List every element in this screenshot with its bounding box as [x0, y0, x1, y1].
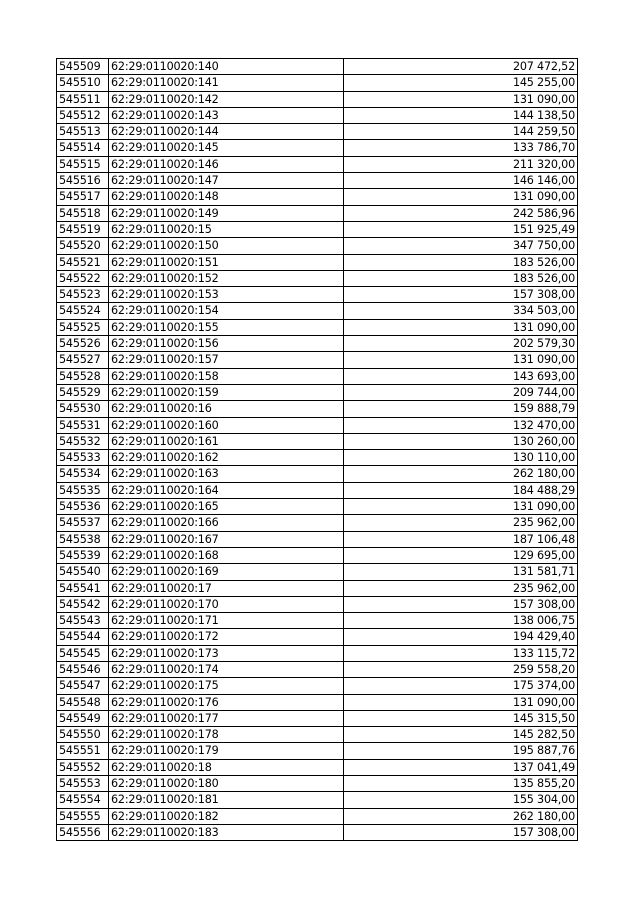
- table-row: [57, 499, 578, 515]
- cadastral-value-cell: 132 470,00: [344, 417, 578, 433]
- cadastral-number-cell: 62:29:0110020:163: [109, 466, 344, 482]
- cadastral-number-cell: 62:29:0110020:174: [109, 661, 344, 677]
- cadastral-number-cell: 62:29:0110020:156: [109, 336, 344, 352]
- cadastral-value-cell: 183 526,00: [344, 254, 578, 270]
- row-number-cell: 545527: [57, 352, 109, 368]
- cadastral-number-cell: 62:29:0110020:141: [109, 75, 344, 91]
- table-row: [57, 140, 578, 156]
- cadastral-value-cell: 131 090,00: [344, 694, 578, 710]
- cadastral-number-cell: 62:29:0110020:168: [109, 547, 344, 563]
- row-number-cell: 545522: [57, 270, 109, 286]
- table-row: [57, 384, 578, 400]
- cadastral-value-cell: 209 744,00: [344, 384, 578, 400]
- row-number-cell: 545548: [57, 694, 109, 710]
- table-row: [57, 482, 578, 498]
- cadastral-number-cell: 62:29:0110020:16: [109, 401, 344, 417]
- row-number-cell: 545554: [57, 792, 109, 808]
- table-row: [57, 613, 578, 629]
- cadastral-number-cell: 62:29:0110020:157: [109, 352, 344, 368]
- table-row: [57, 792, 578, 808]
- row-number-cell: 545540: [57, 564, 109, 580]
- cadastral-value-cell: 207 472,52: [344, 59, 578, 75]
- row-number-cell: 545534: [57, 466, 109, 482]
- cadastral-number-cell: 62:29:0110020:18: [109, 759, 344, 775]
- cadastral-value-cell: 157 308,00: [344, 824, 578, 840]
- cadastral-number-cell: 62:29:0110020:160: [109, 417, 344, 433]
- row-number-cell: 545552: [57, 759, 109, 775]
- table-row: [57, 254, 578, 270]
- row-number-cell: 545555: [57, 808, 109, 824]
- row-number-cell: 545515: [57, 156, 109, 172]
- table-row: [57, 710, 578, 726]
- cadastral-number-cell: 62:29:0110020:151: [109, 254, 344, 270]
- table-row: [57, 531, 578, 547]
- row-number-cell: 545536: [57, 499, 109, 515]
- row-number-cell: 545543: [57, 613, 109, 629]
- cadastral-number-cell: 62:29:0110020:143: [109, 107, 344, 123]
- cadastral-number-cell: 62:29:0110020:181: [109, 792, 344, 808]
- table-row: [57, 124, 578, 140]
- row-number-cell: 545532: [57, 433, 109, 449]
- row-number-cell: 545521: [57, 254, 109, 270]
- table-row: [57, 564, 578, 580]
- cadastral-number-cell: 62:29:0110020:178: [109, 727, 344, 743]
- row-number-cell: 545542: [57, 596, 109, 612]
- row-number-cell: 545538: [57, 531, 109, 547]
- table-row: [57, 368, 578, 384]
- cadastral-number-cell: 62:29:0110020:180: [109, 776, 344, 792]
- cadastral-value-cell: 259 558,20: [344, 661, 578, 677]
- cadastral-value-cell: 194 429,40: [344, 629, 578, 645]
- cadastral-value-cell: 129 695,00: [344, 547, 578, 563]
- cadastral-value-cell: 262 180,00: [344, 466, 578, 482]
- cadastral-value-cell: 144 138,50: [344, 107, 578, 123]
- row-number-cell: 545510: [57, 75, 109, 91]
- cadastral-number-cell: 62:29:0110020:153: [109, 287, 344, 303]
- row-number-cell: 545545: [57, 645, 109, 661]
- table-row: [57, 91, 578, 107]
- cadastral-number-cell: 62:29:0110020:167: [109, 531, 344, 547]
- cadastral-value-cell: 131 090,00: [344, 352, 578, 368]
- cadastral-number-cell: 62:29:0110020:166: [109, 515, 344, 531]
- table-row: [57, 629, 578, 645]
- cadastral-value-cell: 130 260,00: [344, 433, 578, 449]
- row-number-cell: 545509: [57, 59, 109, 75]
- cadastral-number-cell: 62:29:0110020:142: [109, 91, 344, 107]
- table-row: [57, 776, 578, 792]
- cadastral-value-cell: 138 006,75: [344, 613, 578, 629]
- table-row: [57, 580, 578, 596]
- row-number-cell: 545516: [57, 173, 109, 189]
- table-row: [57, 808, 578, 824]
- table-row: [57, 450, 578, 466]
- table-row: [57, 270, 578, 286]
- cadastral-value-cell: 235 962,00: [344, 580, 578, 596]
- row-number-cell: 545526: [57, 336, 109, 352]
- cadastral-number-cell: 62:29:0110020:164: [109, 482, 344, 498]
- cadastral-value-cell: 195 887,76: [344, 743, 578, 759]
- table-row: [57, 727, 578, 743]
- cadastral-value-cell: 334 503,00: [344, 303, 578, 319]
- row-number-cell: 545531: [57, 417, 109, 433]
- cadastral-number-cell: 62:29:0110020:15: [109, 221, 344, 237]
- cadastral-number-cell: 62:29:0110020:162: [109, 450, 344, 466]
- table-row: [57, 694, 578, 710]
- cadastral-value-table: [56, 58, 578, 841]
- row-number-cell: 545535: [57, 482, 109, 498]
- cadastral-number-cell: 62:29:0110020:177: [109, 710, 344, 726]
- row-number-cell: 545533: [57, 450, 109, 466]
- table-row: [57, 352, 578, 368]
- cadastral-number-cell: 62:29:0110020:171: [109, 613, 344, 629]
- row-number-cell: 545524: [57, 303, 109, 319]
- table-row: [57, 173, 578, 189]
- row-number-cell: 545537: [57, 515, 109, 531]
- row-number-cell: 545528: [57, 368, 109, 384]
- table-row: [57, 661, 578, 677]
- table-row: [57, 596, 578, 612]
- cadastral-value-cell: 133 115,72: [344, 645, 578, 661]
- cadastral-number-cell: 62:29:0110020:145: [109, 140, 344, 156]
- cadastral-value-cell: 183 526,00: [344, 270, 578, 286]
- cadastral-value-cell: 137 041,49: [344, 759, 578, 775]
- cadastral-value-cell: 202 579,30: [344, 336, 578, 352]
- cadastral-value-cell: 262 180,00: [344, 808, 578, 824]
- table-row: [57, 319, 578, 335]
- cadastral-number-cell: 62:29:0110020:169: [109, 564, 344, 580]
- row-number-cell: 545518: [57, 205, 109, 221]
- cadastral-number-cell: 62:29:0110020:159: [109, 384, 344, 400]
- cadastral-value-cell: 159 888,79: [344, 401, 578, 417]
- cadastral-value-cell: 157 308,00: [344, 596, 578, 612]
- cadastral-value-cell: 145 282,50: [344, 727, 578, 743]
- cadastral-number-cell: 62:29:0110020:182: [109, 808, 344, 824]
- table-row: [57, 759, 578, 775]
- row-number-cell: 545512: [57, 107, 109, 123]
- cadastral-number-cell: 62:29:0110020:173: [109, 645, 344, 661]
- cadastral-number-cell: 62:29:0110020:149: [109, 205, 344, 221]
- cadastral-value-cell: 144 259,50: [344, 124, 578, 140]
- cadastral-number-cell: 62:29:0110020:176: [109, 694, 344, 710]
- cadastral-value-cell: 135 855,20: [344, 776, 578, 792]
- row-number-cell: 545523: [57, 287, 109, 303]
- table-row: [57, 336, 578, 352]
- cadastral-value-cell: 235 962,00: [344, 515, 578, 531]
- cadastral-value-cell: 151 925,49: [344, 221, 578, 237]
- cadastral-value-cell: 133 786,70: [344, 140, 578, 156]
- cadastral-value-cell: 131 581,71: [344, 564, 578, 580]
- row-number-cell: 545539: [57, 547, 109, 563]
- cadastral-number-cell: 62:29:0110020:179: [109, 743, 344, 759]
- cadastral-value-cell: 131 090,00: [344, 189, 578, 205]
- table-row: [57, 645, 578, 661]
- row-number-cell: 545551: [57, 743, 109, 759]
- row-number-cell: 545544: [57, 629, 109, 645]
- table-row: [57, 189, 578, 205]
- row-number-cell: 545556: [57, 824, 109, 840]
- cadastral-number-cell: 62:29:0110020:183: [109, 824, 344, 840]
- row-number-cell: 545550: [57, 727, 109, 743]
- cadastral-value-cell: 131 090,00: [344, 319, 578, 335]
- cadastral-number-cell: 62:29:0110020:144: [109, 124, 344, 140]
- table-row: [57, 156, 578, 172]
- row-number-cell: 545541: [57, 580, 109, 596]
- cadastral-value-cell: 145 315,50: [344, 710, 578, 726]
- table-row: [57, 515, 578, 531]
- table-row: [57, 303, 578, 319]
- cadastral-number-cell: 62:29:0110020:161: [109, 433, 344, 449]
- cadastral-number-cell: 62:29:0110020:175: [109, 678, 344, 694]
- row-number-cell: 545513: [57, 124, 109, 140]
- row-number-cell: 545553: [57, 776, 109, 792]
- cadastral-value-cell: 175 374,00: [344, 678, 578, 694]
- row-number-cell: 545529: [57, 384, 109, 400]
- cadastral-value-cell: 184 488,29: [344, 482, 578, 498]
- table-row: [57, 205, 578, 221]
- row-number-cell: 545511: [57, 91, 109, 107]
- cadastral-value-cell: 347 750,00: [344, 238, 578, 254]
- table-row: [57, 743, 578, 759]
- cadastral-number-cell: 62:29:0110020:150: [109, 238, 344, 254]
- cadastral-number-cell: 62:29:0110020:154: [109, 303, 344, 319]
- table-row: [57, 417, 578, 433]
- row-number-cell: 545519: [57, 221, 109, 237]
- cadastral-number-cell: 62:29:0110020:140: [109, 59, 344, 75]
- row-number-cell: 545525: [57, 319, 109, 335]
- cadastral-value-cell: 146 146,00: [344, 173, 578, 189]
- row-number-cell: 545546: [57, 661, 109, 677]
- cadastral-number-cell: 62:29:0110020:146: [109, 156, 344, 172]
- cadastral-value-cell: 155 304,00: [344, 792, 578, 808]
- row-number-cell: 545520: [57, 238, 109, 254]
- cadastral-value-cell: 157 308,00: [344, 287, 578, 303]
- cadastral-value-cell: 131 090,00: [344, 499, 578, 515]
- cadastral-number-cell: 62:29:0110020:155: [109, 319, 344, 335]
- table-row: [57, 59, 578, 75]
- cadastral-value-cell: 130 110,00: [344, 450, 578, 466]
- cadastral-value-cell: 143 693,00: [344, 368, 578, 384]
- cadastral-number-cell: 62:29:0110020:170: [109, 596, 344, 612]
- table-row: [57, 433, 578, 449]
- table-row: [57, 107, 578, 123]
- table-row: [57, 547, 578, 563]
- table-row: [57, 221, 578, 237]
- cadastral-number-cell: 62:29:0110020:17: [109, 580, 344, 596]
- table-body: [57, 59, 578, 841]
- row-number-cell: 545517: [57, 189, 109, 205]
- table-row: [57, 678, 578, 694]
- cadastral-value-cell: 145 255,00: [344, 75, 578, 91]
- row-number-cell: 545547: [57, 678, 109, 694]
- row-number-cell: 545549: [57, 710, 109, 726]
- cadastral-number-cell: 62:29:0110020:152: [109, 270, 344, 286]
- row-number-cell: 545514: [57, 140, 109, 156]
- cadastral-number-cell: 62:29:0110020:147: [109, 173, 344, 189]
- cadastral-number-cell: 62:29:0110020:172: [109, 629, 344, 645]
- table-row: [57, 75, 578, 91]
- cadastral-number-cell: 62:29:0110020:158: [109, 368, 344, 384]
- table-row: [57, 287, 578, 303]
- cadastral-value-cell: 211 320,00: [344, 156, 578, 172]
- cadastral-value-cell: 242 586,96: [344, 205, 578, 221]
- cadastral-value-cell: 131 090,00: [344, 91, 578, 107]
- row-number-cell: 545530: [57, 401, 109, 417]
- table-row: [57, 238, 578, 254]
- cadastral-value-cell: 187 106,48: [344, 531, 578, 547]
- cadastral-number-cell: 62:29:0110020:148: [109, 189, 344, 205]
- table-row: [57, 466, 578, 482]
- cadastral-number-cell: 62:29:0110020:165: [109, 499, 344, 515]
- table-row: [57, 401, 578, 417]
- table-row: [57, 824, 578, 840]
